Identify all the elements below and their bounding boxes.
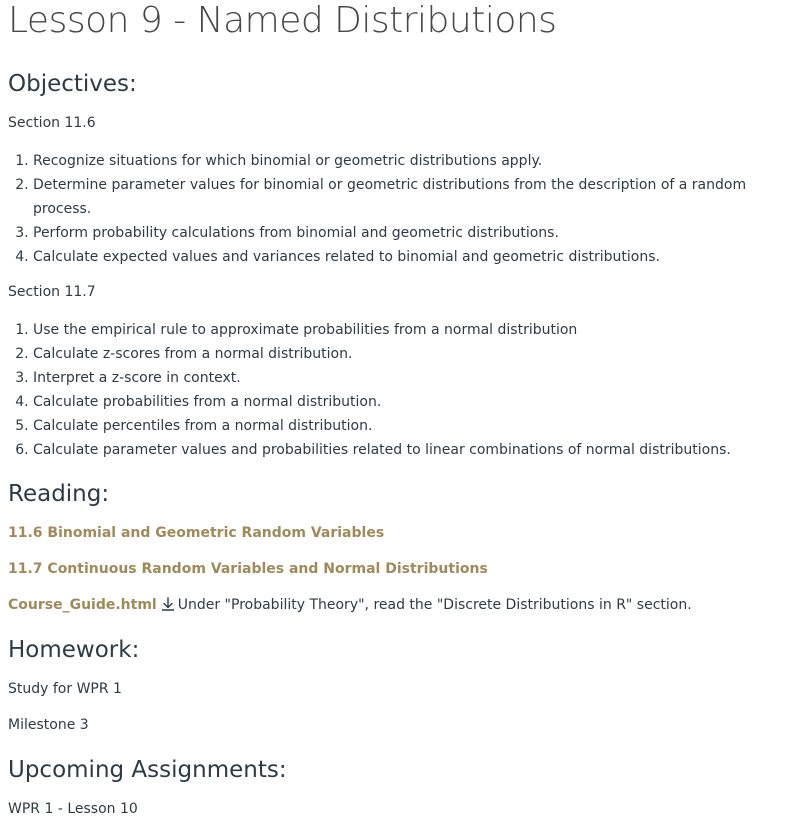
homework-item: Milestone 3 (8, 717, 89, 733)
list-item: 2. Calculate z-scores from a normal distribution. (33, 342, 799, 366)
reading-item (8, 524, 799, 542)
list-item: 4. Calculate expected values and variances related to binomial and geometric distributions. (33, 245, 799, 269)
reading-item (8, 596, 799, 614)
section-11-7-objectives-list (8, 318, 799, 462)
homework-heading: Homework: (8, 637, 140, 663)
download-icon[interactable] (160, 596, 176, 612)
reading-item (8, 560, 799, 578)
reading-heading: Reading: (8, 481, 110, 507)
list-item: 3. Perform probability calculations from binomial and geometric distributions. (33, 221, 799, 245)
reading-link-11-7[interactable]: 11.7 Continuous Random Variables and Normal Distributions (8, 561, 488, 577)
list-item: 2. Determine parameter values for binomial or geometric distributions from the description of a random process. (33, 173, 799, 221)
list-item: 6. Calculate parameter values and probabilities related to linear combinations of normal distributions. (33, 438, 799, 462)
section-11-6-objectives-list (8, 149, 799, 269)
list-item: 1. Recognize situations for which binomial or geometric distributions apply. (33, 149, 799, 173)
list-item: 1. Use the empirical rule to approximate probabilities from a normal distribution (33, 318, 799, 342)
section-11-6-label: Section 11.6 (8, 115, 96, 131)
list-item: 4. Calculate probabilities from a normal distribution. (33, 390, 799, 414)
course-guide-link[interactable]: Course_Guide.html (8, 597, 157, 613)
page-title: Lesson 9 - Named Distributions (8, 0, 557, 41)
course-guide-instructions: Under "Probability Theory", read the "Discrete Distributions in R" section. (177, 597, 692, 613)
upcoming-assignment-item: WPR 1 - Lesson 10 (8, 801, 138, 817)
list-item: 5. Calculate percentiles from a normal distribution. (33, 414, 799, 438)
objectives-heading: Objectives: (8, 71, 137, 97)
reading-link-11-6[interactable]: 11.6 Binomial and Geometric Random Variables (8, 525, 385, 541)
upcoming-assignments-heading: Upcoming Assignments: (8, 757, 287, 783)
section-11-7-label: Section 11.7 (8, 284, 96, 300)
list-item: 3. Interpret a z-score in context. (33, 366, 799, 390)
homework-item: Study for WPR 1 (8, 681, 122, 697)
